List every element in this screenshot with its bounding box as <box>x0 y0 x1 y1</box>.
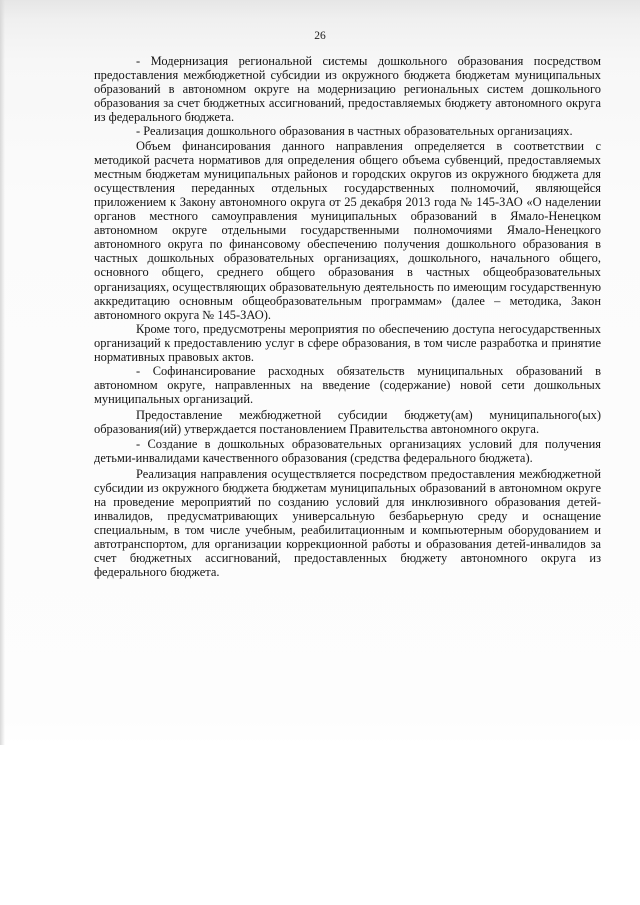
page-number: 26 <box>314 30 326 42</box>
paragraph-private-preschool: - Реализация дошкольного образования в частных образовательных организациях. <box>136 124 573 139</box>
paragraph-implementation: Реализация направления осуществляется посредством предоставления межбюджетной субсидии из окружного бюджета бюджетам муниципальных образований в автономном округе на проведение мероприятий по созданию условий для инклюзивного образования детей-инвалидов, предусматривающих универсальную безбарьерную среду и оснащение специальным, в том числе учебным, реабилитационным и компьютерным оборудованием и автотранспортом, для организации коррекционной работы и образования детей-инвалидов за счет бюджетных ассигнований, предоставленных бюджету автономного округа из федерального бюджета. <box>94 466 601 580</box>
paragraph-subsidy-approval: Предоставление межбюджетной субсидии бюджету(ам) муниципального(ых) образования(ий) утверждается постановлением Правительства автономного округа. <box>94 408 601 437</box>
paragraph-disabled-children-conditions: - Создание в дошкольных образовательных организациях условий для получения детьми-инвалидами качественного образования (средства федерального бюджета). <box>94 436 601 465</box>
scan-edge-shadow <box>0 0 5 745</box>
document-body <box>94 54 601 579</box>
paragraph-modernization: - Модернизация региональной системы дошкольного образования посредством предоставления межбюджетной субсидии из окружного бюджета бюджетам муниципальных образований в автономном округе на модернизацию региональных систем дошкольного образования за счет бюджетных ассигнований, предоставляемых бюджету автономного округа из федерального бюджета. <box>94 54 601 125</box>
paragraph-nongovernmental-access: Кроме того, предусмотрены мероприятия по обеспечению доступа негосударственных организаций к предоставлению услуг в сфере образования, в том числе разработка и принятие нормативных правовых актов. <box>94 321 601 364</box>
paragraph-financing-volume: Объем финансирования данного направления определяется в соответствии с методикой расчета нормативов для определения общего объема субвенций, предоставляемых местным бюджетам муниципальных районов и городских округов из окружного бюджета для осуществления переданных отдельных государственных полномочий, являющейся приложением к Закону автономного округа от 25 декабря 2013 года № 145-ЗАО «О наделении органов местного самоуправления муниципальных образований в Ямало-Ненецком автономном округе отдельными государственными полномочиями Ямало-Ненецкого автономного округа по финансовому обеспечению получения дошкольного образования в частных дошкольных образовательных организациях, дошкольного, начального общего, основного общего, среднего общего образования в частных общеобразовательных организациях, осуществляющих образовательную деятельность по имеющим государственную аккредитацию основным общеобразовательным программам» (далее – методика, Закон автономного округа № 145-ЗАО). <box>94 138 601 322</box>
paragraph-cofinancing: - Софинансирование расходных обязательств муниципальных образований в автономном округе, направленных на введение (содержание) новой сети дошкольных муниципальных организаций. <box>94 364 601 407</box>
